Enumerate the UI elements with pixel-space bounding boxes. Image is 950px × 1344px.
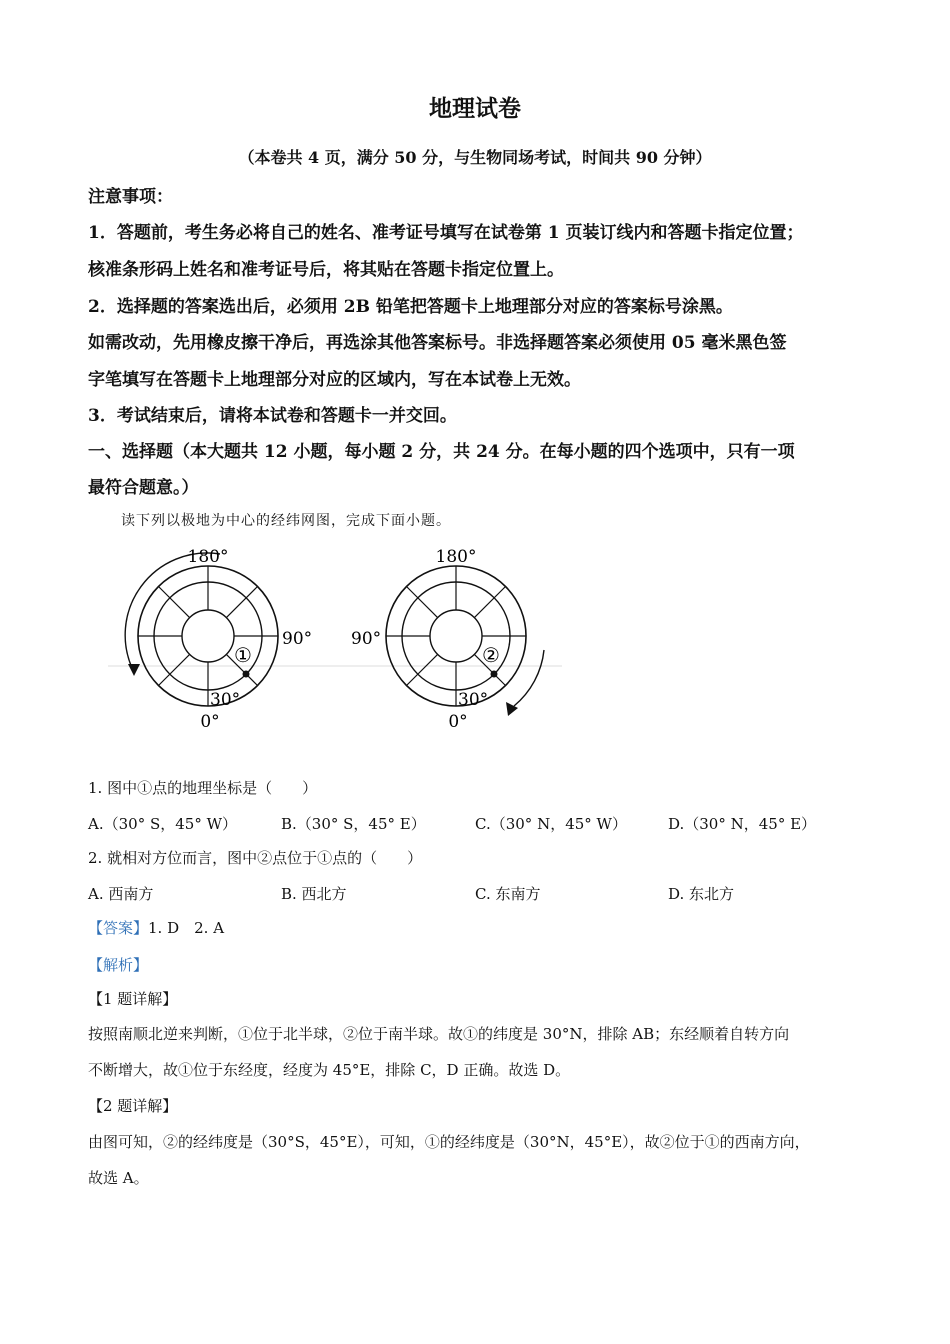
point-marker <box>491 671 498 678</box>
analysis-tag: 【解析】 <box>88 956 149 974</box>
right-polar-map <box>351 547 544 732</box>
note-line: 3．考试结束后，请将本试卷和答题卡一并交回。 <box>88 406 457 426</box>
left-polar-map <box>125 547 312 732</box>
label-0: 0° <box>448 712 468 732</box>
option-a: A. 西南方 <box>88 885 154 903</box>
rotation-arc <box>514 650 544 706</box>
notes-heading: 注意事项： <box>88 187 173 207</box>
answer-tag: 【答案】 <box>88 919 149 937</box>
q2-detail-heading: 【2 题详解】 <box>88 1097 178 1115</box>
option-b: B. 西北方 <box>281 885 347 903</box>
option-c: C.（30° N，45° W） <box>475 815 627 833</box>
note-line: 字笔填写在答题卡上地理部分对应的区域内，写在本试卷上无效。 <box>88 370 581 390</box>
q2-detail-line: 故选 A。 <box>88 1169 149 1187</box>
note-line: 核准条形码上姓名和准考证号后，将其贴在答题卡指定位置上。 <box>88 260 564 280</box>
q1-detail-heading: 【1 题详解】 <box>88 990 178 1008</box>
polar-graticule-figure <box>100 540 570 740</box>
q2-detail-line: 由图可知，②的经纬度是（30°S，45°E），可知，①的经纬度是（30°N，45°E），故②位于①的西南方向， <box>88 1133 810 1151</box>
note-line: 1．答题前，考生务必将自己的姓名、准考证号填写在试卷第 1 页装订线内和答题卡指定位置； <box>88 223 804 243</box>
note-line: 如需改动，先用橡皮擦干净后，再选涂其他答案标号。非选择题答案必须使用 05 毫米黑色签 <box>88 333 787 353</box>
option-c: C. 东南方 <box>475 885 541 903</box>
inner-circle <box>182 610 234 662</box>
answer-text: 1. D 2. A <box>148 919 225 937</box>
label-180: 180° <box>435 547 477 567</box>
arrow-head-icon <box>128 664 140 676</box>
exam-info: （本卷共 4 页，满分 50 分，与生物同场考试，时间共 90 分钟） <box>238 148 712 167</box>
label-0: 0° <box>200 712 220 732</box>
point-label-2: ② <box>482 643 500 667</box>
option-b: B.（30° S，45° E） <box>281 815 426 833</box>
question-stem: 2. 就相对方位而言，图中②点位于①点的（ ） <box>88 849 423 867</box>
option-d: D. 东北方 <box>668 885 735 903</box>
label-30: 30° <box>210 690 241 710</box>
figure-intro: 读下列以极地为中心的经纬网图，完成下面小题。 <box>121 513 451 529</box>
label-30: 30° <box>458 690 489 710</box>
note-line: 2．选择题的答案选出后，必须用 2B 铅笔把答题卡上地理部分对应的答案标号涂黑。 <box>88 297 733 317</box>
label-180: 180° <box>187 547 229 567</box>
option-d: D.（30° N，45° E） <box>668 815 817 833</box>
q1-detail-line: 按照南顺北逆来判断，①位于北半球，②位于南半球。故①的纬度是 30°N，排除 AB；东经顺着自转方向 <box>88 1025 790 1043</box>
q1-detail-line: 不断增大，故①位于东经度，经度为 45°E，排除 C，D 正确。故选 D。 <box>88 1061 571 1079</box>
answer-line <box>88 917 224 938</box>
label-90: 90° <box>351 629 382 649</box>
point-marker <box>243 671 250 678</box>
question-stem: 1. 图中①点的地理坐标是（ ） <box>88 779 318 797</box>
section-heading-cont: 最符合题意。） <box>88 478 199 498</box>
option-a: A.（30° S，45° W） <box>88 815 238 833</box>
section-heading: 一、选择题（本大题共 12 小题，每小题 2 分，共 24 分。在每小题的四个选项中，只有一项 <box>88 442 795 462</box>
page-title: 地理试卷 <box>429 95 521 122</box>
label-90: 90° <box>282 629 313 649</box>
inner-circle <box>430 610 482 662</box>
point-label-1: ① <box>234 643 252 667</box>
